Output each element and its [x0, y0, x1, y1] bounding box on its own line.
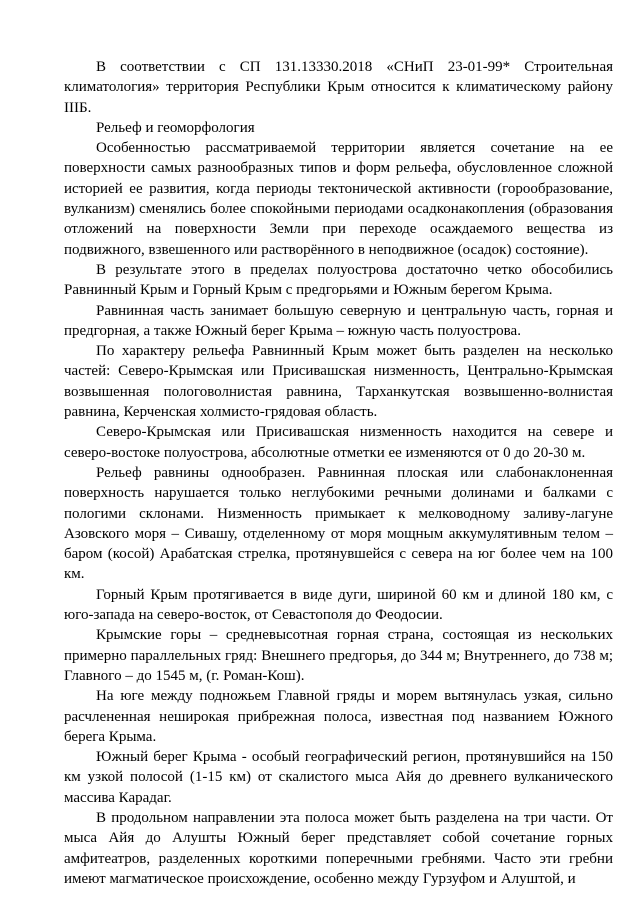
paragraph-relief-features: Особенностью рассматриваемой территории является сочетание на ее поверхности самых разнообразных типов и форм рельефа, обусловленное сложной историей ее развития, когда периоды тектонической активности (горообразование, вулканизм) сменялись более спокойными периодами осадконакопления (образования отложений на поверхности Земли при переходе осаждаемого вещества из подвижного, взвешенного или растворённого в неподвижное (осадок) состояние).: [64, 140, 613, 258]
paragraph-coastal-strip: На юге между подножьем Главной гряды и морем вытянулась узкая, сильно расчлененная неширокая прибрежная полоса, известная под названием Южного берега Крыма.: [64, 688, 613, 745]
paragraph-crimea-parts: В результате этого в пределах полуострова достаточно четко обособились Равнинный Крым и Горный Крым с предгорьями и Южным берегом Крыма.: [64, 261, 613, 299]
section-heading-relief: Рельеф и геоморфология: [96, 119, 255, 136]
paragraph-longitudinal-division: В продольном направлении эта полоса может быть разделена на три части. От мыса Айя до Алушты Южный берег представляет собой сочетание горных амфитеатров, разделенных короткими поперечными гребнями. Часто эти гребни имеют магматическое происхождение, особенно между Гурзуфом и Алуштой, и: [64, 809, 613, 887]
paragraph-plain-part: Равнинная часть занимает большую северную и центральную часть, горная и предгорная, а также Южный берег Крыма – южную часть полуострова.: [64, 302, 613, 339]
paragraph-south-coast: Южный берег Крыма - особый географический регион, протянувшийся на 150 км узкой полосой (1-15 км) от скалистого мыса Айя до древнего вулканического массива Карадаг.: [64, 749, 613, 806]
paragraph-mountain-crimea: Горный Крым протягивается в виде дуги, шириной 60 км и длиной 180 км, с юго-запада на северо-восток, от Севастополя до Феодосии.: [64, 586, 613, 624]
paragraph-north-lowland: Северо-Крымская или Присивашская низменность находится на севере и северо-востоке полуострова, абсолютные отметки ее изменяются от 0 до 20-30 м.: [64, 424, 613, 461]
paragraph-plain-relief: Рельеф равнины однообразен. Равнинная плоская или слабонаклоненная поверхность нарушается только неглубокими речными долинами и балками с пологими склонами. Низменность примыкает к мелководному заливу-лагуне Азовского моря – Сивашу, отделенному от моря мощным аккумулятивным телом – баром (косой) Арабатская стрелка, протянувшейся с севера на юг более чем на 100 км.: [64, 464, 613, 583]
paragraph-climate-zone: В соответствии с СП 131.13330.2018 «СНиП 23-01-99* Строительная климатология» территория Республики Крым относится к климатическому району IIIБ.: [64, 59, 613, 116]
paragraph-plain-division: По характеру рельефа Равнинный Крым может быть разделен на несколько частей: Северо-Крымская или Присивашская низменность, Центрально-Крымская возвышенная пологоволнистая равнина, Тарханкутская возвышенно-волнистая равнина, Керченская холмисто-грядовая область.: [64, 343, 613, 421]
paragraph-crimean-mountains: Крымские горы – средневысотная горная страна, состоящая из нескольких примерно параллельных гряд: Внешнего предгорья, до 344 м; Внутреннего, до 738 м; Главного – до 1545 м, (г. Роман-Кош).: [64, 627, 613, 684]
